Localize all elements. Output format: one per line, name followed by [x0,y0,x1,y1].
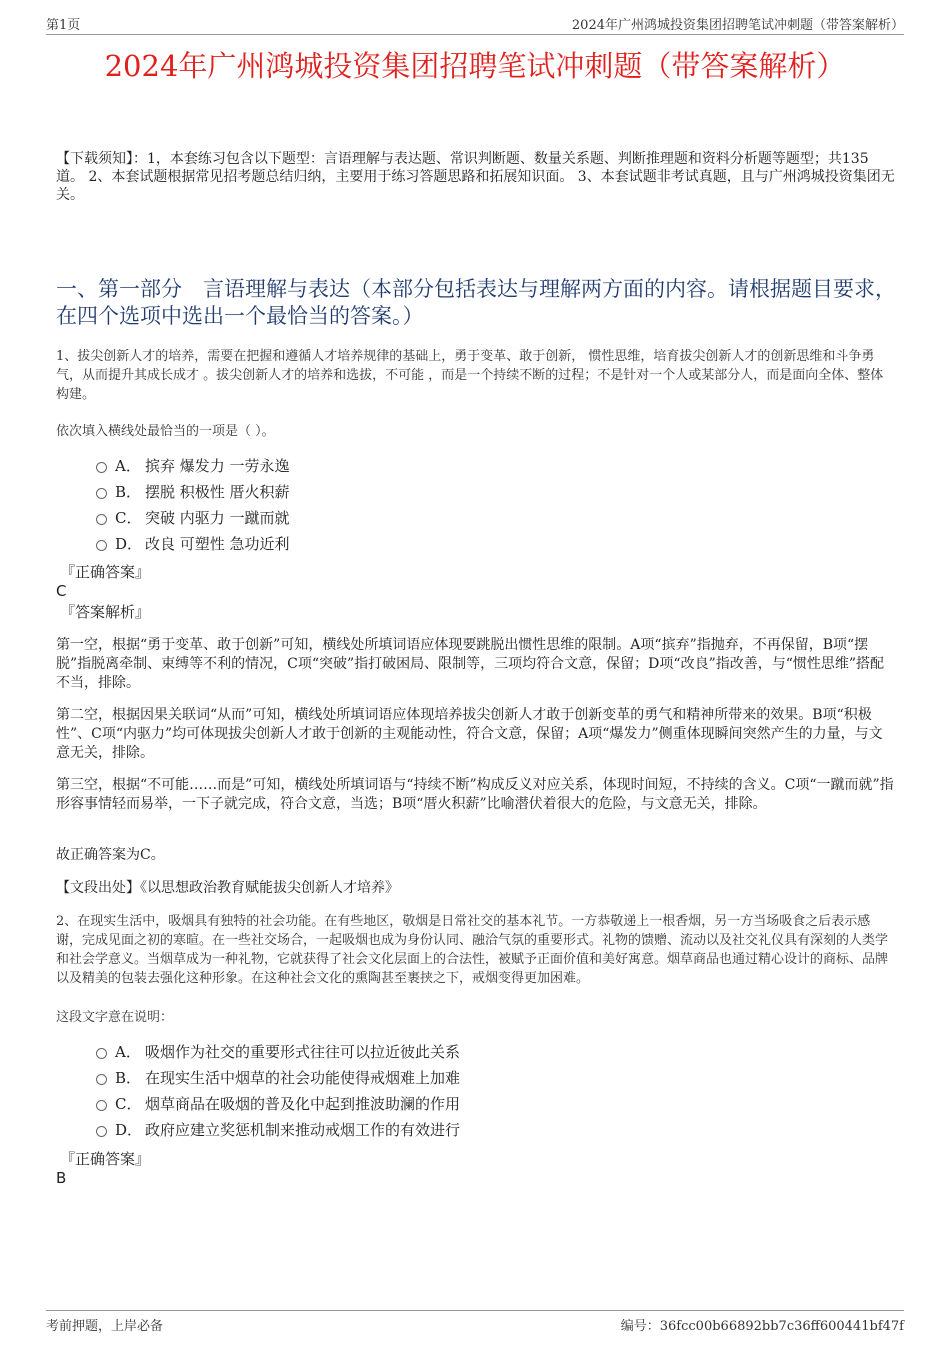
q2-answer: B [56,1169,67,1187]
q2-ask: 这段文字意在说明： [56,1010,174,1025]
q1-analysis-1: 第一空，根据“勇于变革、敢于创新”可知，横线处所填词语应体现要跳脱出惯性思维的限制。A项“摈弃”指抛弃，不再保留，B项“摆脱”指脱离牵制、束缚等不利的情况，C项“突破”指打破困局、限制等，三项均符合文意，保留；D项“改良”指改善，与“惯性思维”搭配不当，排除。 [56,637,885,691]
radio-icon[interactable] [96,514,107,525]
header-doc-title: 2024年广州鸿城投资集团招聘笔试冲刺题（带答案解析） [571,18,904,33]
q1-option-b[interactable]: B． 摆脱 积极性 厝火积薪 [96,482,290,502]
radio-icon[interactable] [96,540,107,551]
q1-answer-label: 『正确答案』 [60,563,151,581]
radio-icon[interactable] [96,1126,107,1137]
q1-option-c[interactable]: C． 突破 内驱力 一蹴而就 [96,508,290,528]
download-notice: 【下载须知】：1，本套练习包含以下题型：言语理解与表达题、常识判断题、数量关系题、判断推理题和资料分析题等题型；共135道。 2、本套试题根据常见招考题总结归纳，主要用于练习答题思路和拓展知识面。 3、本套试题非考试真题，且与广州鸿城投资集团无关。 [56,151,895,203]
q2-stem: 2、在现实生活中，吸烟具有独特的社会功能。在有些地区，敬烟是日常社交的基本礼节。一方恭敬递上一根香烟，另一方当场吸食之后表示感谢，完成见面之初的寒暄。在一些社交场合，一起吸烟也成为身份认同、融洽气氛的重要形式。礼物的馈赠、流动以及社交礼仪具有深刻的人类学和社会学意义。当烟草成为一种礼物，它就获得了社会文化层面上的合法性，被赋予正面价值和美好寓意。烟草商品也通过精心设计的商标、品牌以及精美的包装去强化这种形象。在这种社会文化的熏陶甚至裹挟之下，戒烟变得更加困难。 [56,914,889,986]
page-footer [46,1310,904,1333]
radio-icon[interactable] [96,462,107,473]
q1-option-a[interactable]: A． 摈弃 爆发力 一劳永逸 [96,456,290,476]
q2-answer-label: 『正确答案』 [60,1150,151,1168]
page-header [46,14,904,35]
q1-source: 【文段出处】《以思想政治教育赋能拔尖创新人才培养》 [56,880,399,896]
q2-option-c[interactable]: C． 烟草商品在吸烟的普及化中起到推波助澜的作用 [96,1094,460,1114]
q2-option-b[interactable]: B． 在现实生活中烟草的社会功能使得戒烟难上加难 [96,1068,460,1088]
q2-option-d[interactable]: D． 政府应建立奖惩机制来推动戒烟工作的有效进行 [96,1120,460,1140]
q1-analysis-3: 第三空，根据“不可能……而是”可知，横线处所填词语与“持续不断”构成反义对应关系，体现时间短，不持续的含义。C项“一蹴而就”指形容事情轻而易举，一下子就完成，符合文意，当选；B项“厝火积薪”比喻潜伏着很大的危险，与文意无关，排除。 [56,777,894,812]
footer-serial: 编号：36fcc00b66892bb7c36ff600441bf47f [620,1319,904,1334]
radio-icon[interactable] [96,1048,107,1059]
radio-icon[interactable] [96,1074,107,1085]
q1-analysis-2: 第二空，根据因果关联词“从而”可知，横线处所填词语应体现培养拔尖创新人才敢于创新变革的勇气和精神所带来的效果。B项“积极性”、C项“内驱力”均可体现拔尖创新人才敢于创新的主观能动性，符合文意，保留；A项“爆发力”侧重体现瞬间突然产生的力量，与文意无关，排除。 [56,707,883,761]
radio-icon[interactable] [96,1100,107,1111]
q1-stem: 1、拔尖创新人才的培养，需要在把握和遵循人才培养规律的基础上，勇于变革、敢于创新， 惯性思维，培育拔尖创新人才的创新思维和斗争勇气，从而提升其成长成才 。拔尖创新人才的培养和选拔，不可能 ，而是一个持续不断的过程；不是针对一个人或某部分人，而是面向全体、整体构建。 [56,349,884,402]
radio-icon[interactable] [96,488,107,499]
page-number: 第1页 [46,18,81,33]
q1-analysis-label: 『答案解析』 [60,603,151,621]
section-heading: 一、第一部分 言语理解与表达（本部分包括表达与理解两方面的内容。请根据题目要求，在四个选项中选出一个最恰当的答案。） [56,277,896,328]
footer-slogan: 考前押题，上岸必备 [46,1319,164,1334]
q1-ask: 依次填入横线处最恰当的一项是（ ）。 [56,424,275,439]
q1-analysis-4: 故正确答案为C。 [56,847,165,863]
q1-answer: C [56,582,67,600]
document-title: 2024年广州鸿城投资集团招聘笔试冲刺题（带答案解析） [104,49,846,83]
q2-option-a[interactable]: A． 吸烟作为社交的重要形式往往可以拉近彼此关系 [96,1042,460,1062]
q1-option-d[interactable]: D． 改良 可塑性 急功近利 [96,534,290,554]
